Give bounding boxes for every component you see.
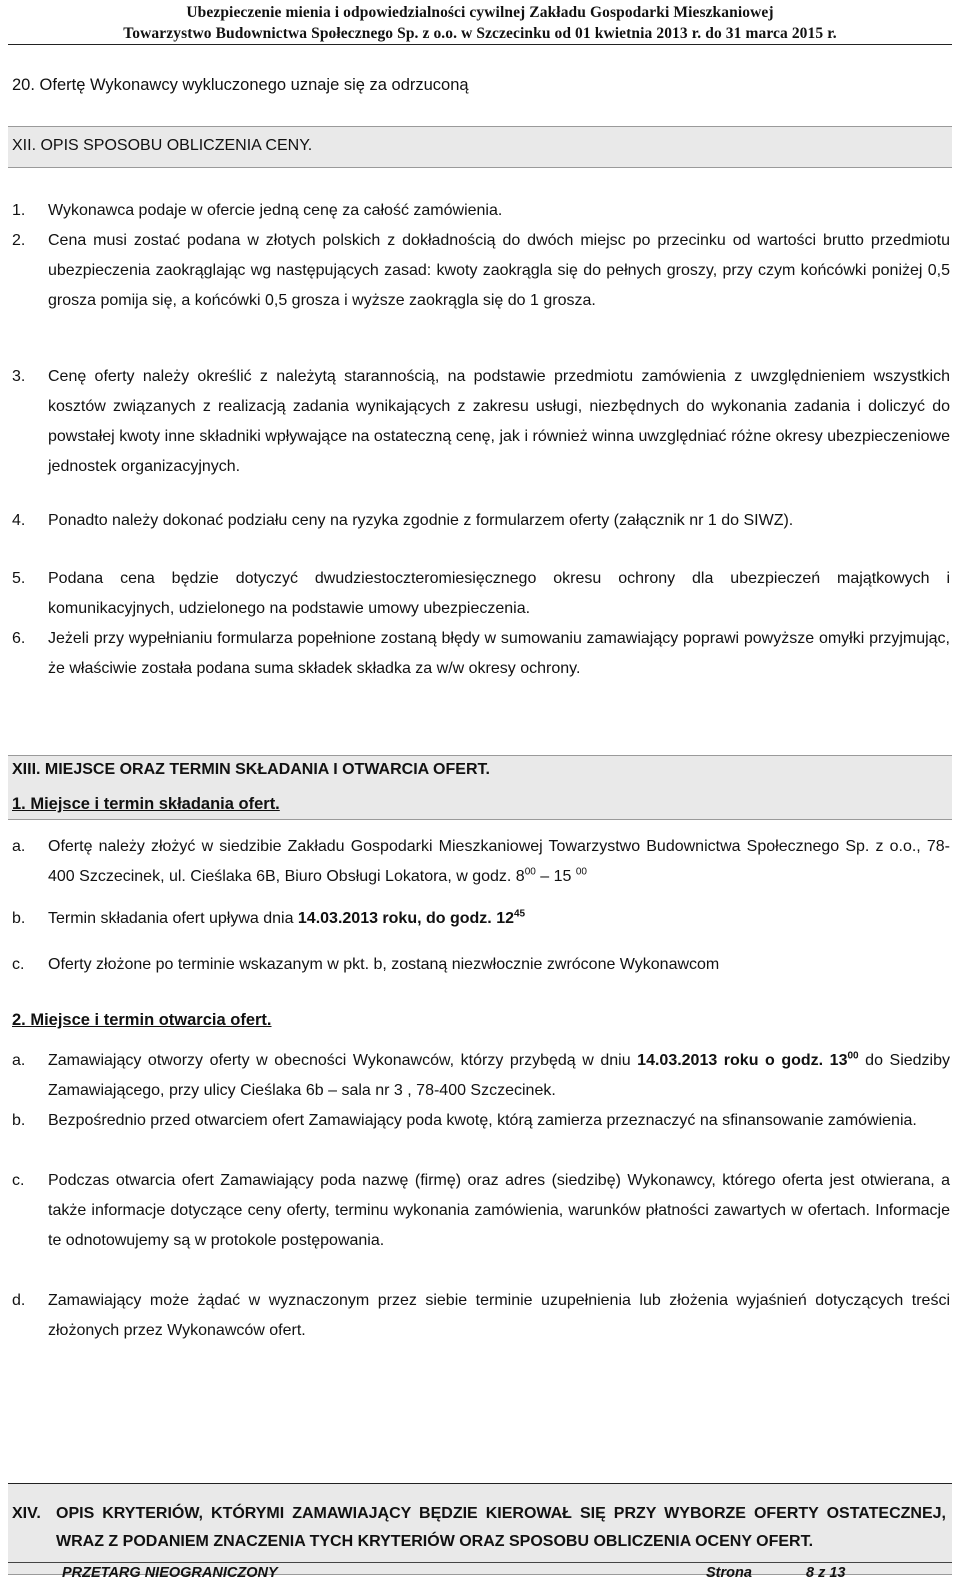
item-letter: a. xyxy=(12,838,26,855)
item-letter: c. xyxy=(12,956,25,973)
item-number: 5. xyxy=(12,570,26,587)
item-text: Zamawiający otworzy oferty w obecności Wykonawców, którzy przybędą w dniu xyxy=(48,1052,638,1069)
opening-date: 14.03.2013 roku o godz. 13 xyxy=(637,1052,848,1069)
footer-rule xyxy=(8,1562,952,1563)
hour-end-minutes: 00 xyxy=(575,866,587,878)
item-text: Cenę oferty należy określić z należytą starannością, na podstawie przedmiotu zamówienia z uwzględnieniem wszystkich kosztów związanych z realizacją zadania wynikających z zakresu usługi, niezbędnych do wykonania zadania i doliczyć do powstałej kwoty inne składniki wpływające na ostateczną cenę, jak i również winna uwzględniać różne okresy ubezpieczeniowe jednostek organizacyjnych. xyxy=(48,368,950,475)
document-header xyxy=(0,2,960,44)
opening-minutes: 00 xyxy=(847,1050,859,1062)
paragraph-20: 20. Ofertę Wykonawcy wykluczonego uznaje się za odrzuconą xyxy=(12,76,469,94)
item-letter: a. xyxy=(12,1052,26,1069)
section-xii-item-5 xyxy=(12,564,950,624)
item-text: Podana cena będzie dotyczyć dwudziestoczteromiesięcznego okresu ochrony dla ubezpieczeń majątkowych i komunikacyjnych, udzielonego na podstawie umowy ubezpieczenia. xyxy=(48,570,950,617)
item-text: Bezpośrednio przed otwarciem ofert Zamawiający poda kwotę, którą zamierza przeznaczyć na sfinansowanie zamówienia. xyxy=(48,1112,917,1129)
hour-dash: – xyxy=(535,868,554,885)
item-number: 6. xyxy=(12,630,26,647)
sub1-item-a xyxy=(12,832,950,892)
section-xiii-title: XIII. MIEJSCE ORAZ TERMIN SKŁADANIA I OTWARCIA OFERT. xyxy=(12,761,490,778)
subsection-1-title: 1. Miejsce i termin składania ofert. xyxy=(12,795,280,813)
sub2-item-d xyxy=(12,1286,950,1346)
item-letter: b. xyxy=(12,1112,26,1129)
section-xii-item-4 xyxy=(12,506,950,536)
item-text: Podczas otwarcia ofert Zamawiający poda nazwę (firmę) oraz adres (siedzibę) Wykonawcy, którego oferta jest otwierana, a także informacje dotyczące ceny oferty, terminu wykonania zamówienia, warunków płatności zawartych w ofertach. Informacje te odnotowujemy są w protokole postępowania. xyxy=(48,1172,950,1249)
item-text-rest: do Siedziby Zamawiającego, przy ulicy Cieślaka 6b – sala nr 3 , 78-400 Szczecinek. xyxy=(48,1052,950,1099)
section-xiv-number: XIV. xyxy=(12,1505,41,1522)
section-xiv-title: OPIS KRYTERIÓW, KTÓRYMI ZAMAWIAJĄCY BĘDZIE KIEROWAŁ SIĘ PRZY WYBORZE OFERTY OSTATECZNEJ, WRAZ Z PODANIEM ZNACZENIA TYCH KRYTERIÓW ORAZ SPOSOBU OBLICZENIA OCENY OFERT. xyxy=(56,1505,946,1550)
section-xii-item-2 xyxy=(12,226,950,316)
item-text: Oferty złożone po terminie wskazanym w pkt. b, zostaną niezwłocznie zwrócone Wykonawcom xyxy=(48,956,720,973)
item-text: Wykonawca podaje w ofercie jedną cenę za całość zamówienia. xyxy=(48,202,503,219)
hour-end: 15 xyxy=(553,868,572,885)
item-text: Jeżeli przy wypełnianiu formularza popełnione zostaną błędy w sumowaniu zamawiający poprawi powyższe omyłki przyjmując, że właściwie została podana suma składek składka za w/w okresy ochrony. xyxy=(48,630,950,677)
item-letter: d. xyxy=(12,1292,26,1309)
section-xii-item-1 xyxy=(12,196,950,226)
item-text: Ofertę należy złożyć w siedzibie Zakładu Gospodarki Mieszkaniowej Towarzystwo Budownictwa Społecznego Sp. z o.o., 78-400 Szczecinek, ul. Cieślaka 6B, Biuro Obsługi Lokatora, w godz. 8 xyxy=(48,838,950,885)
section-xii-heading xyxy=(8,126,952,168)
item-number: 1. xyxy=(12,202,26,219)
sub2-item-b xyxy=(12,1106,950,1136)
subsection-2-title: 2. Miejsce i termin otwarcia ofert. xyxy=(12,1011,272,1029)
hour-start-minutes: 00 xyxy=(524,866,536,878)
item-number: 2. xyxy=(12,232,26,249)
item-number: 4. xyxy=(12,512,26,529)
header-rule xyxy=(8,44,952,45)
item-text: Cena musi zostać podana w złotych polskich z dokładnością do dwóch miejsc po przecinku od wartości brutto przedmiotu ubezpieczenia zaokrąglając wg następujących zasad: kwoty zaokrągla się do pełnych groszy, przy czym końcówki poniżej 0,5 grosza pomija się, a końcówki 0,5 grosza i wyższe zaokrągla się do 1 grosza. xyxy=(48,232,950,309)
section-xii-item-3 xyxy=(12,362,950,482)
sub1-item-b xyxy=(12,904,950,934)
item-text: Zamawiający może żądać w wyznaczonym przez siebie terminie uzupełnienia lub złożenia wyjaśnień dotyczących treści złożonych przez Wykonawców ofert. xyxy=(48,1292,950,1339)
item-number: 3. xyxy=(12,368,26,385)
item-letter: c. xyxy=(12,1172,25,1189)
section-xii-item-6 xyxy=(12,624,950,684)
item-letter: b. xyxy=(12,910,26,927)
sub2-item-c xyxy=(12,1166,950,1256)
item-text: Termin składania ofert upływa dnia xyxy=(48,910,298,927)
sub2-item-a xyxy=(12,1046,950,1106)
header-line-2: Towarzystwo Budownictwa Społecznego Sp. z o.o. w Szczecinku od 01 kwietnia 2013 r. do 31 marca 2015 r. xyxy=(123,25,837,42)
section-xii-title: XII. OPIS SPOSOBU OBLICZENIA CENY. xyxy=(12,137,313,154)
deadline-date: 14.03.2013 roku, do godz. 12 xyxy=(297,910,514,927)
item-text: Ponadto należy dokonać podziału ceny na ryzyka zgodnie z formularzem oferty (załącznik nr 1 do SIWZ). xyxy=(48,512,794,529)
sub1-item-c xyxy=(12,950,950,980)
footer-page-label: Strona xyxy=(706,1565,752,1581)
header-line-1: Ubezpieczenie mienia i odpowiedzialności cywilnej Zakładu Gospodarki Mieszkaniowej xyxy=(186,4,774,21)
deadline-minutes: 45 xyxy=(514,908,526,920)
footer-page-number: 8 z 13 xyxy=(806,1565,846,1581)
footer-left-text: PRZETARG NIEOGRANICZONY xyxy=(62,1565,278,1581)
